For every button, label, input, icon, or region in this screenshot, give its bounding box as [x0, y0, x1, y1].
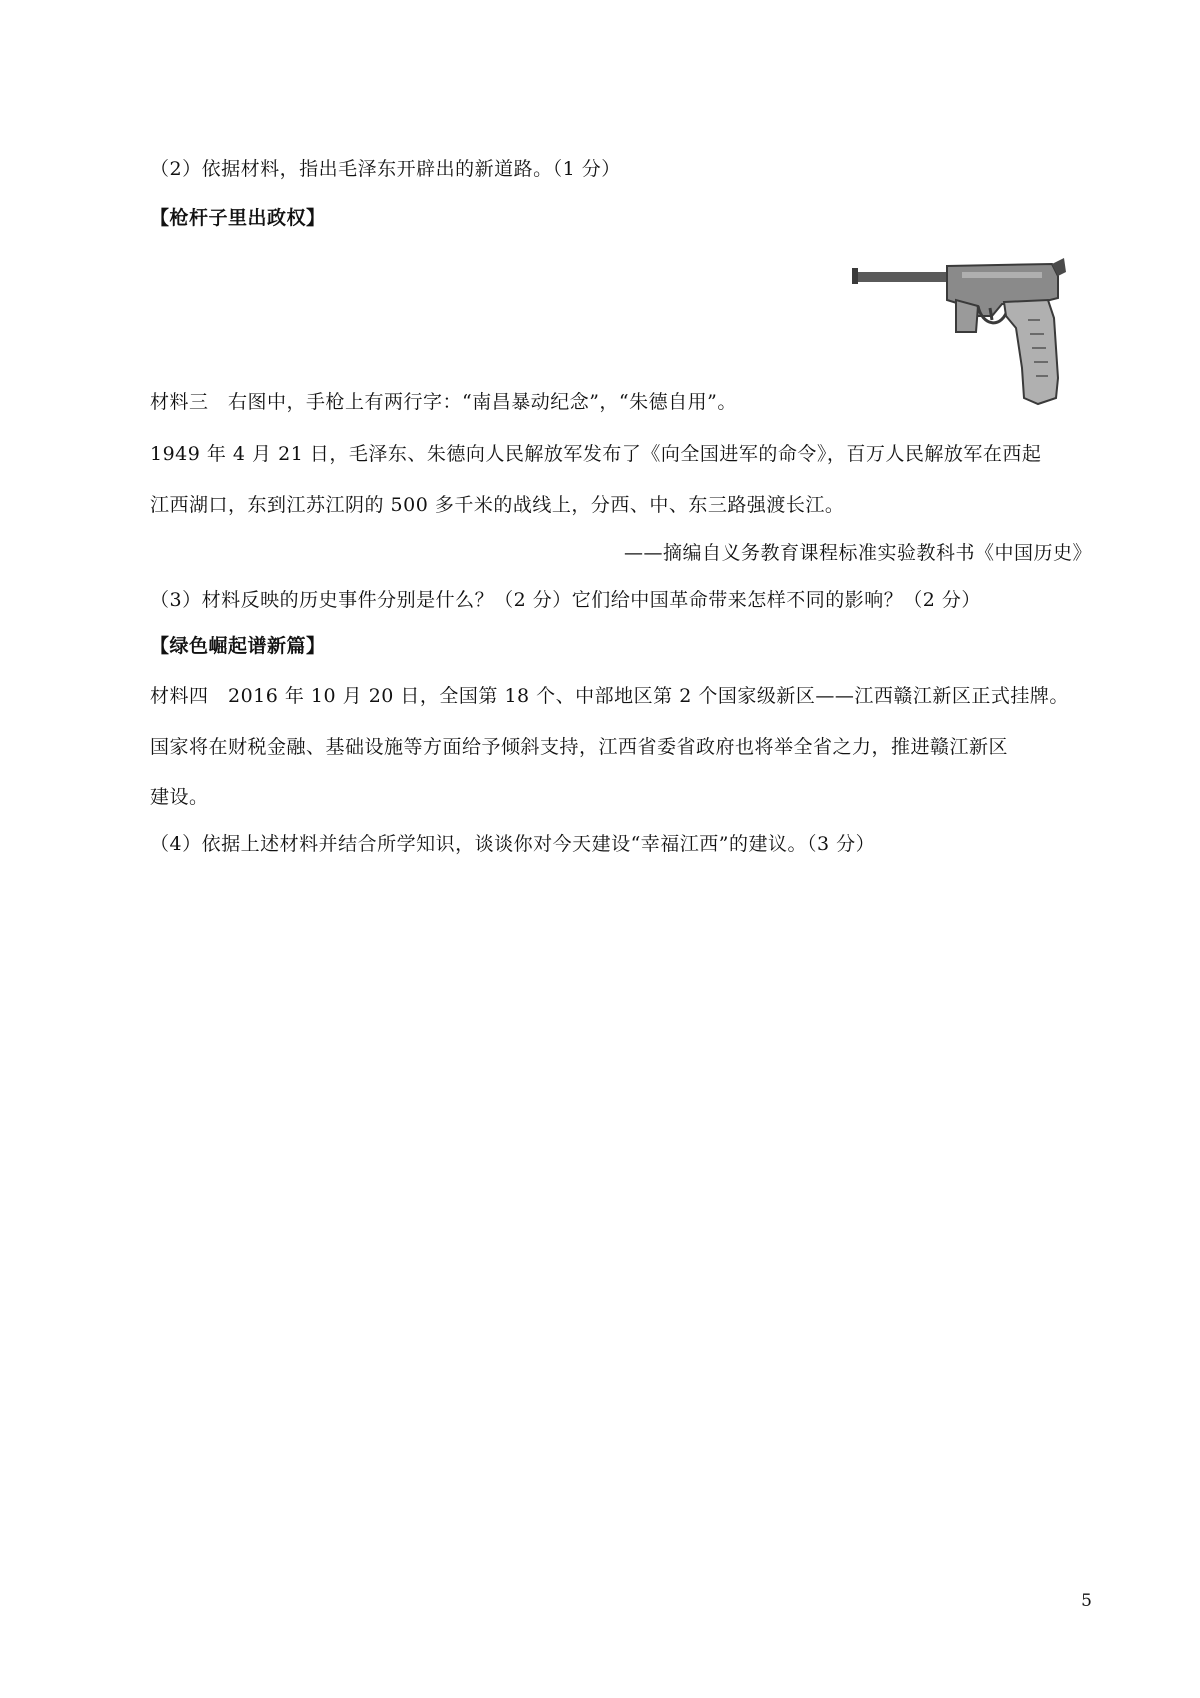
page-number: 5	[1081, 1591, 1092, 1611]
material-4-line-3: 建设。	[150, 786, 209, 808]
pistol-barrel	[856, 272, 952, 282]
material-3-line-3: 江西湖口，东到江苏江阴的 500 多千米的战线上，分西、中、东三路强渡长江。	[150, 494, 845, 516]
pistol-trigger	[990, 308, 992, 320]
pistol-highlight	[962, 272, 1042, 278]
material-3-source: ——摘编自义务教育课程标准实验教科书《中国历史》	[623, 542, 1092, 564]
mauser-pistol-image	[852, 258, 1067, 410]
question-2: （2）依据材料，指出毛泽东开辟出的新道路。（1 分）	[150, 158, 621, 180]
question-3: （3）材料反映的历史事件分别是什么？（2 分）它们给中国革命带来怎样不同的影响？（2 分）	[150, 589, 981, 611]
material-4-line-2: 国家将在财税金融、基础设施等方面给予倾斜支持，江西省委省政府也将举全省之力，推进赣江新区	[150, 736, 1009, 758]
material-3-line-2: 1949 年 4 月 21 日，毛泽东、朱德向人民解放军发布了《向全国进军的命令》，百万人民解放军在西起	[150, 443, 1042, 465]
material-3-intro: 材料三 右图中，手枪上有两行字：“南昌暴动纪念”，“朱德自用”。	[150, 391, 737, 413]
pistol-magazine	[956, 300, 978, 332]
section-title-green: 【绿色崛起谱新篇】	[150, 635, 326, 657]
material-4-line-1: 材料四 2016 年 10 月 20 日，全国第 18 个、中部地区第 2 个国家级新区——江西赣江新区正式挂牌。	[150, 685, 1069, 707]
section-title-gun: 【枪杆子里出政权】	[150, 207, 326, 229]
question-4: （4）依据上述材料并结合所学知识，谈谈你对今天建设“幸福江西”的建议。（3 分）	[150, 833, 876, 855]
pistol-front-sight	[852, 268, 858, 284]
pistol-grip	[1004, 300, 1058, 404]
